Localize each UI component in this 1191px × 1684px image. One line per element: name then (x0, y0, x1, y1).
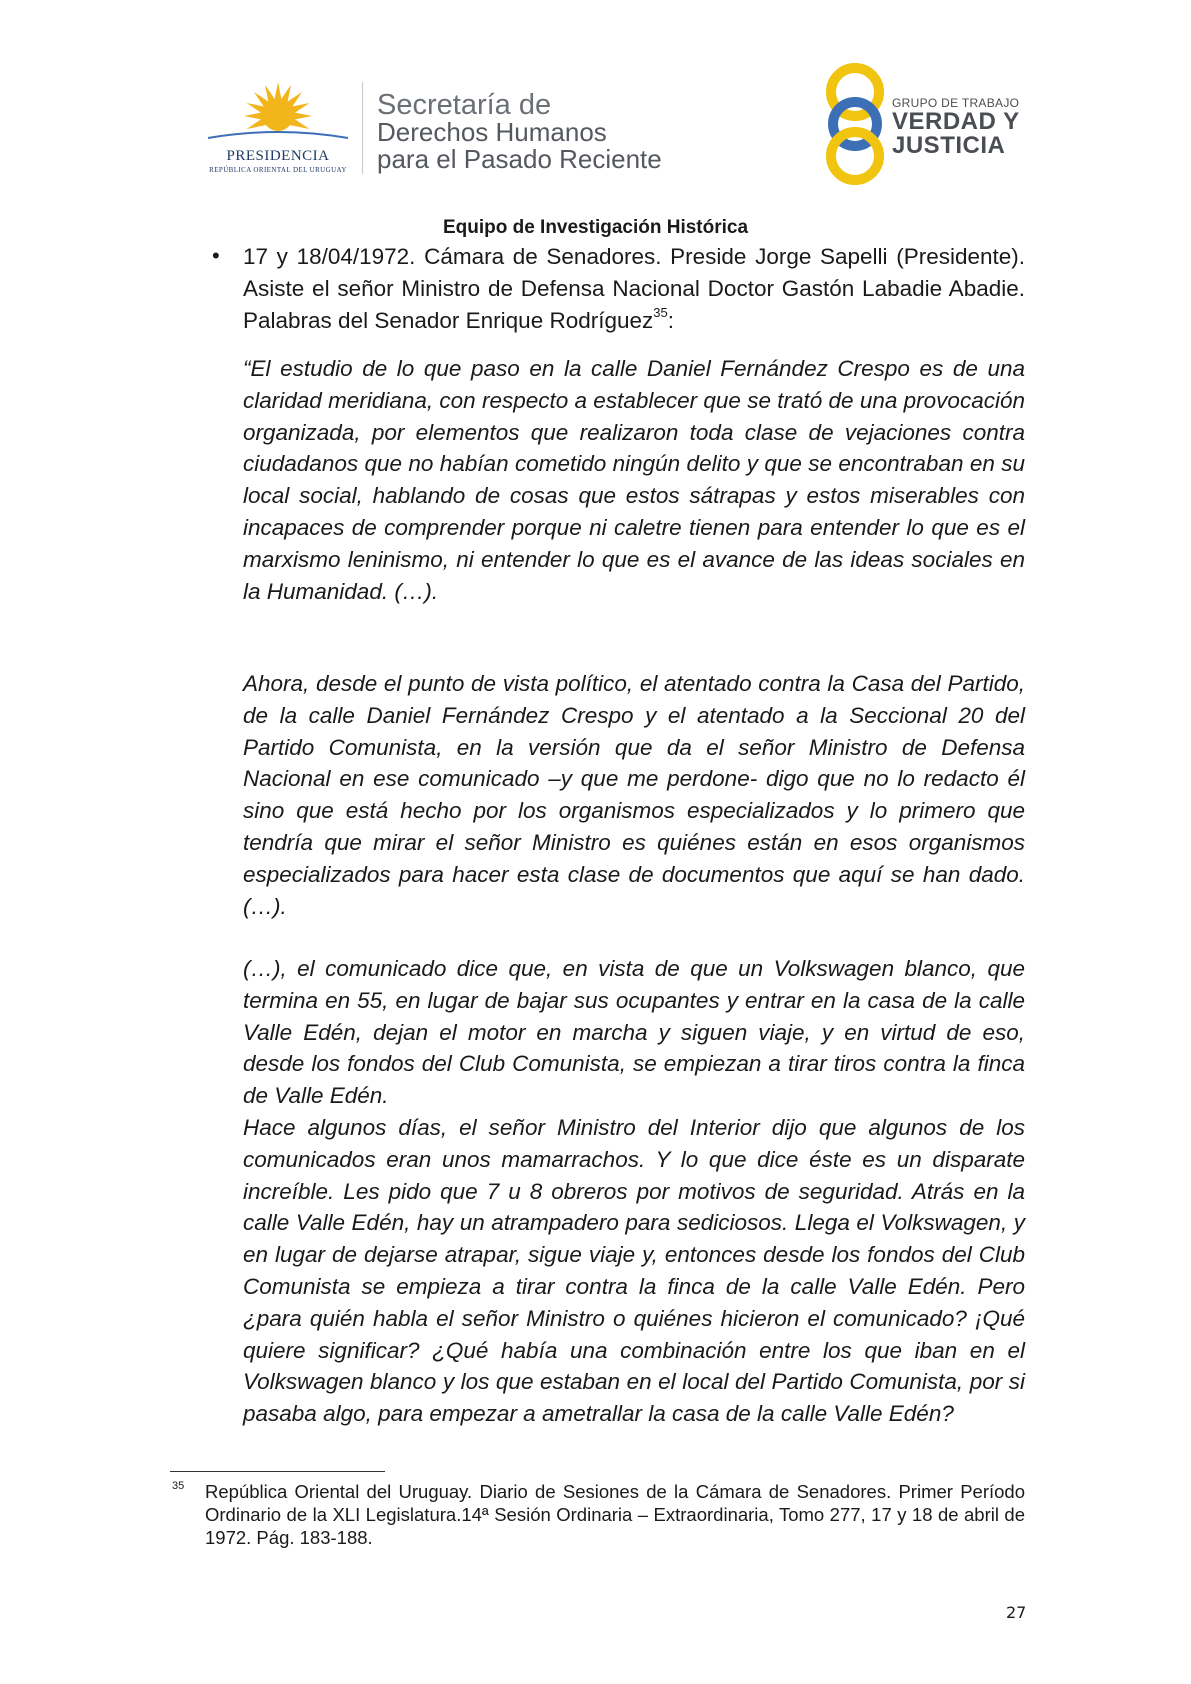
secretaria-line-1: Secretaría de (377, 89, 552, 121)
bullet-symbol: • (212, 243, 220, 268)
presidencia-subtitle: REPÚBLICA ORIENTAL DEL URUGUAY (209, 166, 347, 174)
vj-line-1: GRUPO DE TRABAJO (892, 96, 1020, 110)
page-number: 27 (1006, 1603, 1027, 1622)
quote-paragraph: (…), el comunicado dice que, en vista de que un Volkswagen blanco, que termina en 55, en lugar de bajar sus ocupantes y entrar en la casa de la calle Valle Edén, dejan el motor en marcha y siguen viaje, y en virtud de eso, desde los fondos del Club Comunista, se empiezan a tirar tiros contra la finca de Valle Edén. (243, 956, 1025, 1109)
quote-paragraph: Hace algunos días, el señor Ministro del Interior dijo que algunos de los comunicados eran unos mamarrachos. Y lo que dice éste es un disparate increíble. Les pido que 7 u 8 obreros por motivos de seguridad. Atrás en la calle Valle Edén, hay un atrampadero para sediciosos. Llega el Volkswagen, y en lugar de dejarse atrapar, sigue viaje y, entonces desde los fondos del Club Comunista se empieza a tirar contra la finca de la calle Valle Edén. Pero ¿para quién habla el señor Ministro o quiénes hicieron el comunicado? ¡Qué quiere significar? ¿Qué había una combinación entre los que iban en el Volkswagen blanco y los que estaban en el local del Partido Comunista, por si pasaba algo, para empezar a ametrallar la casa de la calle Valle Edén? (243, 1115, 1025, 1427)
footnote-reference[interactable]: 35 (653, 305, 668, 321)
secretaria-line-2: Derechos Humanos (377, 117, 607, 147)
footnote-text: República Oriental del Uruguay. Diario de Sesiones de la Cámara de Senadores. Primer Período Ordinario de la XLI Legislatura.14ª Sesión Ordinaria – Extraordinaria, Tomo 277, 17 y 18 de abril de 1972. Pág. 183-188. (205, 1481, 1025, 1548)
vj-line-3: JUSTICIA (892, 132, 1006, 159)
bullet-item (243, 241, 1025, 336)
footnote-separator (170, 1471, 385, 1472)
footnote-marker: 35 (172, 1480, 185, 1492)
secretaria-line-3: para el Pasado Reciente (377, 144, 662, 174)
verdad-justicia-text (892, 96, 1020, 158)
vj-line-2: VERDAD Y (892, 108, 1020, 135)
bullet-text: 17 y 18/04/1972. Cámara de Senadores. Preside Jorge Sapelli (Presidente). Asiste el señor Ministro de Defensa Nacional Doctor Gastón Labadie Abadie. Palabras del Senador Enrique Rodríguez (243, 244, 1025, 333)
secretaria-logo-text (377, 89, 662, 174)
verdad-justicia-rings-logo (815, 62, 895, 187)
section-heading: Equipo de Investigación Histórica (442, 217, 749, 238)
quote-paragraph: “El estudio de lo que paso en la calle Daniel Fernández Crespo es de una claridad meridiana, con respecto a establecer que se trató de una provocación organizada, por elementos que realizaron toda clase de vejaciones contra ciudadanos que no habían cometido ningún delito y que se encontraban en su local social, hablando de cosas que estos sátrapas y estos miserables con incapaces de comprender porque ni caletre tienen para entender lo que es el marxismo leninismo, ni entender lo que es el avance de las ideas sociales en la Humanidad. (…). (243, 356, 1025, 604)
header-divider (362, 82, 363, 174)
bullet-suffix: : (667, 307, 674, 333)
quote-paragraph: Ahora, desde el punto de vista político, el atentado contra la Casa del Partido, de la calle Daniel Fernández Crespo y el atentado a la Seccional 20 del Partido Comunista, en la versión que da el señor Ministro de Defensa Nacional en ese comunicado –y que me perdone- digo que no lo redacto él sino que está hecho por los organismos especializados y lo primero que tendría que mirar el señor Ministro es quiénes están en esos organismos especializados para hacer esta clase de documentos que aquí se han dado. (…). (243, 671, 1025, 919)
presidencia-title: PRESIDENCIA (226, 148, 330, 164)
